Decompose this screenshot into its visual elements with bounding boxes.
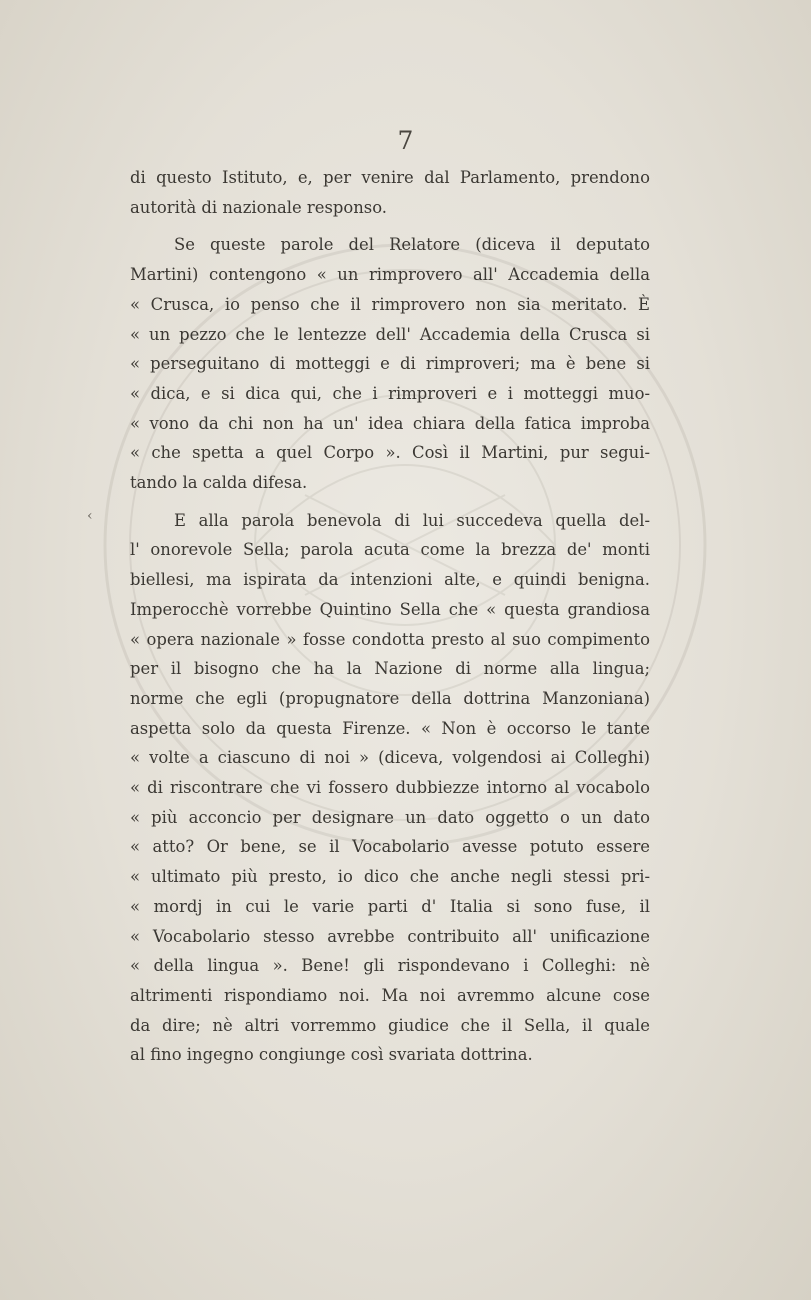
paragraph-1 [130, 163, 650, 222]
text-line: Martini) contengono « un rimprovero all' Accademia della [130, 265, 650, 285]
text-line: l' onorevole Sella; parola acuta come la brezza de' monti [130, 540, 650, 560]
text-line: « atto? Or bene, se il Vocabolario avesse potuto essere [130, 837, 650, 857]
text-line: norme che egli (propugnatore della dottrina Manzoniana) [130, 688, 650, 708]
text-line: « dica, e si dica qui, che i rimproveri e i motteggi muo- [130, 383, 650, 403]
body-text [130, 163, 650, 1070]
text-line: per il bisogno che ha la Nazione di norme alla lingua; [130, 659, 650, 679]
text-line: « mordj in cui le varie parti d' Italia si sono fuse, il [130, 896, 650, 916]
text-line: tando la calda difesa. [130, 473, 308, 493]
text-line: « della lingua ». Bene! gli rispondevano i Colleghi: nè [130, 956, 650, 976]
text-line: « di riscontrare che vi fossero dubbiezze intorno al vocabolo [130, 778, 650, 798]
paragraph-2 [130, 230, 650, 497]
text-line: « opera nazionale » fosse condotta presto al suo compimento [130, 629, 650, 649]
text-line: di questo Istituto, e, per venire dal Parlamento, prendono [130, 168, 650, 187]
text-line: aspetta solo da questa Firenze. « Non è occorso le tante [130, 718, 650, 738]
text-line: al fino ingegno congiunge così svariata dottrina. [130, 1045, 533, 1065]
text-line: da dire; nè altri vorremmo giudice che il Sella, il quale [130, 1015, 650, 1035]
text-line: autorità di nazionale responso. [130, 197, 387, 217]
text-line: « vono da chi non ha un' idea chiara della fatica improba [130, 413, 650, 433]
margin-mark: ‹ [87, 508, 93, 524]
text-line: « che spetta a quel Corpo ». Così il Martini, pur segui- [130, 443, 650, 463]
text-line: « volte a ciascuno di noi » (diceva, volgendosi ai Colleghi) [130, 748, 650, 768]
text-line: « ultimato più presto, io dico che anche negli stessi pri- [130, 867, 650, 887]
page-number: 7 [397, 126, 414, 155]
text-line: altrimenti rispondiamo noi. Ma noi avremmo alcune cose [130, 985, 650, 1005]
text-line: « un pezzo che le lentezze dell' Accademia della Crusca si [130, 324, 650, 344]
paragraph-3 [130, 506, 650, 1070]
text-line: biellesi, ma ispirata da intenzioni alte, e quindi benigna. [130, 570, 650, 590]
text-line: « Crusca, io penso che il rimprovero non sia meritato. È [130, 294, 650, 314]
text-line: « perseguitano di motteggi e di rimproveri; ma è bene si [130, 354, 650, 374]
text-line: « più acconcio per designare un dato oggetto o un dato [130, 807, 650, 827]
text-line: « Vocabolario stesso avrebbe contribuito all' unificazione [130, 926, 650, 946]
text-line: Imperocchè vorrebbe Quintino Sella che « questa grandiosa [130, 599, 650, 619]
text-line: E alla parola benevola di lui succedeva quella del- [174, 510, 650, 530]
text-line: Se queste parole del Relatore (diceva il deputato [174, 235, 650, 255]
